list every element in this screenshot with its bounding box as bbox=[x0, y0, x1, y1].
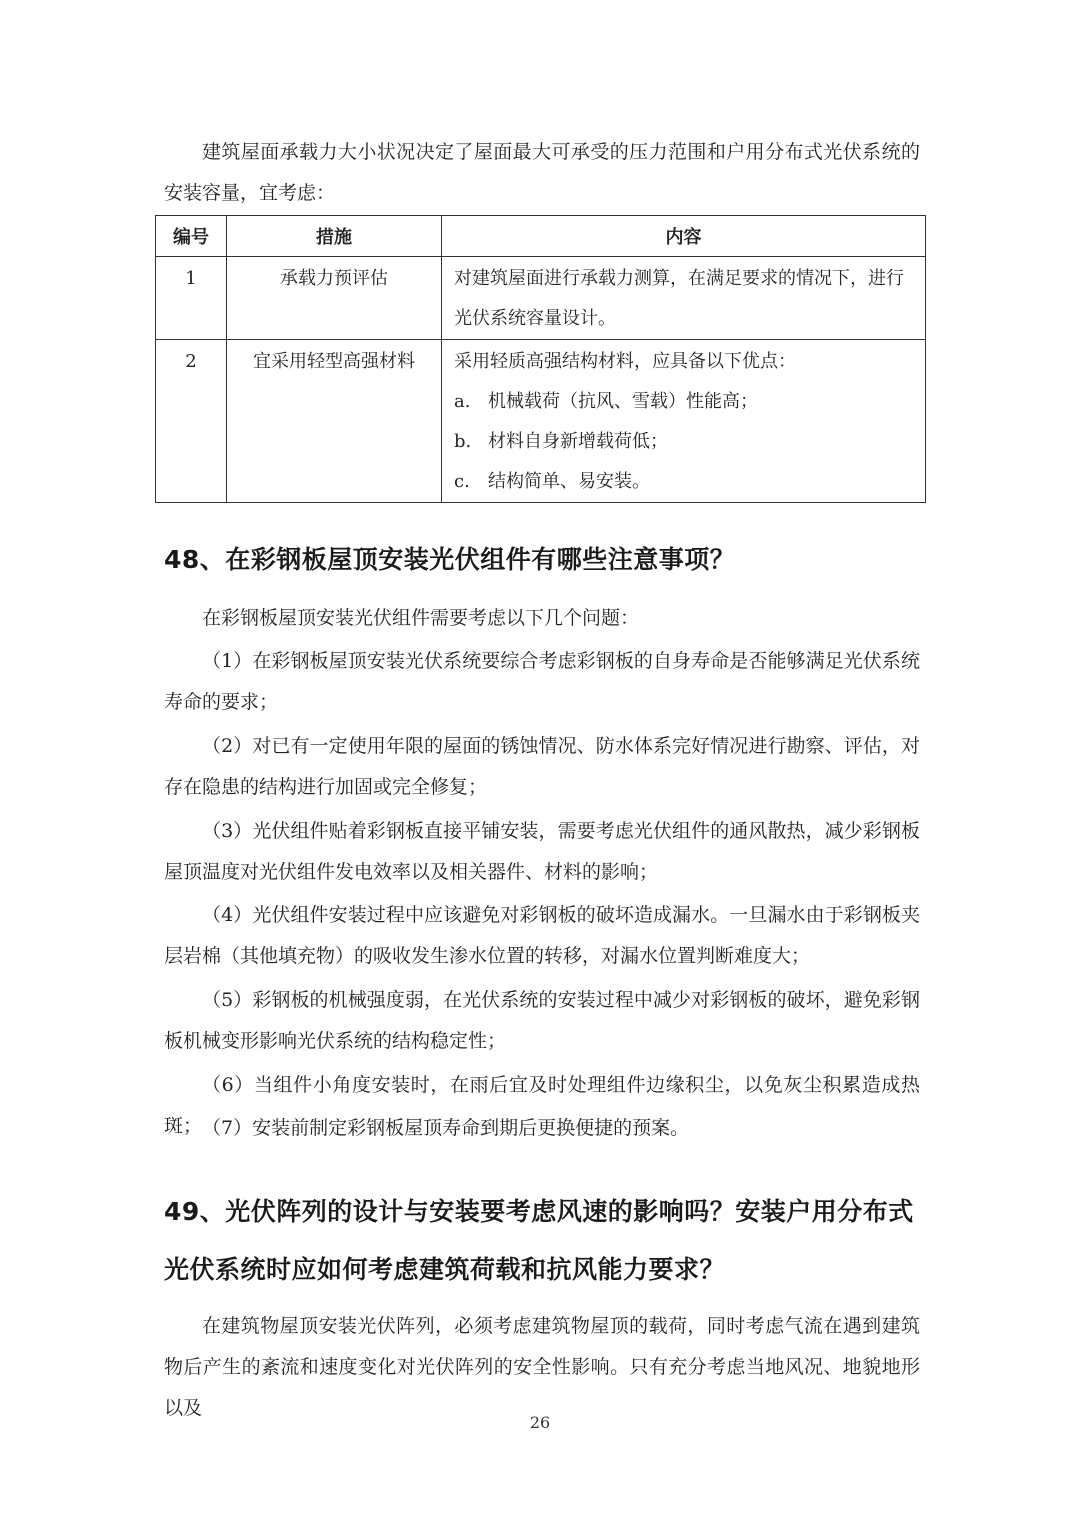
row1-number: 1 bbox=[185, 268, 197, 289]
section-48-point-4: （4）光伏组件安装过程中应该避免对彩钢板的破坏造成漏水。一旦漏水由于彩钢板夹层岩棉（其他填充物）的吸收发生渗水位置的转移，对漏水位置判断难度大； bbox=[164, 904, 920, 967]
section-48-point-2: （2）对已有一定使用年限的屋面的锈蚀情况、防水体系完好情况进行勘察、评估，对存在隐患的结构进行加固或完全修复； bbox=[164, 735, 920, 798]
section-48-point-5: （5）彩钢板的机械强度弱，在光伏系统的安装过程中减少对彩钢板的破坏，避免彩钢板机械变形影响光伏系统的结构稳定性； bbox=[164, 989, 920, 1052]
item-letter: b. bbox=[454, 431, 472, 452]
section-48-point-6: （6）当组件小角度安装时，在雨后宜及时处理组件边缘积尘，以免灰尘积累造成热斑； bbox=[164, 1074, 920, 1137]
item-text: 机械载荷（抗风、雪载）性能高； bbox=[488, 391, 758, 412]
section-48-point-3: （3）光伏组件贴着彩钢板直接平铺安装，需要考虑光伏组件的通风散热，减少彩钢板屋顶温度对光伏组件发电效率以及相关器件、材料的影响； bbox=[164, 820, 920, 883]
table-header-row bbox=[156, 216, 926, 257]
row1-content: 对建筑屋面进行承载力测算，在满足要求的情况下，进行光伏系统容量设计。 bbox=[454, 268, 904, 329]
item-letter: c. bbox=[454, 471, 470, 492]
list-item bbox=[454, 462, 915, 502]
section-48-point-1: （1）在彩钢板屋顶安装光伏系统要综合考虑彩钢板的自身寿命是否能够满足光伏系统寿命的要求； bbox=[164, 650, 920, 713]
list-item bbox=[454, 422, 915, 462]
header-measure: 措施 bbox=[227, 216, 442, 257]
row2-content-lead: 采用轻质高强结构材料，应具备以下优点： bbox=[454, 351, 796, 372]
header-number: 编号 bbox=[156, 216, 227, 257]
list-item bbox=[454, 382, 915, 422]
item-text: 材料自身新增载荷低； bbox=[488, 431, 668, 452]
row2-measure: 宜采用轻型高强材料 bbox=[253, 351, 415, 372]
page-number: 26 bbox=[529, 1413, 551, 1432]
item-letter: a. bbox=[454, 391, 471, 412]
measures-table bbox=[155, 215, 926, 503]
section-49-paragraph: 在建筑物屋顶安装光伏阵列，必须考虑建筑物屋顶的载荷，同时考虑气流在遇到建筑物后产生的紊流和速度变化对光伏阵列的安全性影响。只有充分考虑当地风况、地貌地形以及 bbox=[164, 1315, 920, 1419]
section-49-heading: 49、光伏阵列的设计与安装要考虑风速的影响吗？安装户用分布式光伏系统时应如何考虑建筑荷载和抗风能力要求？ bbox=[164, 1197, 914, 1284]
table-row bbox=[156, 257, 926, 340]
intro-paragraph: 建筑屋面承载力大小状况决定了屋面最大可承受的压力范围和户用分布式光伏系统的安装容量，宜考虑： bbox=[164, 141, 920, 204]
item-text: 结构简单、易安装。 bbox=[488, 471, 650, 492]
row1-measure: 承载力预评估 bbox=[280, 268, 388, 289]
table-row bbox=[156, 340, 926, 503]
section-48-heading: 48、在彩钢板屋顶安装光伏组件有哪些注意事项？ bbox=[164, 545, 736, 574]
header-content: 内容 bbox=[442, 216, 926, 257]
row2-number: 2 bbox=[185, 351, 197, 372]
section-48-point-7: （7）安装前制定彩钢板屋顶寿命到期后更换便捷的预案。 bbox=[202, 1117, 690, 1139]
section-48-intro: 在彩钢板屋顶安装光伏组件需要考虑以下几个问题： bbox=[202, 607, 640, 629]
